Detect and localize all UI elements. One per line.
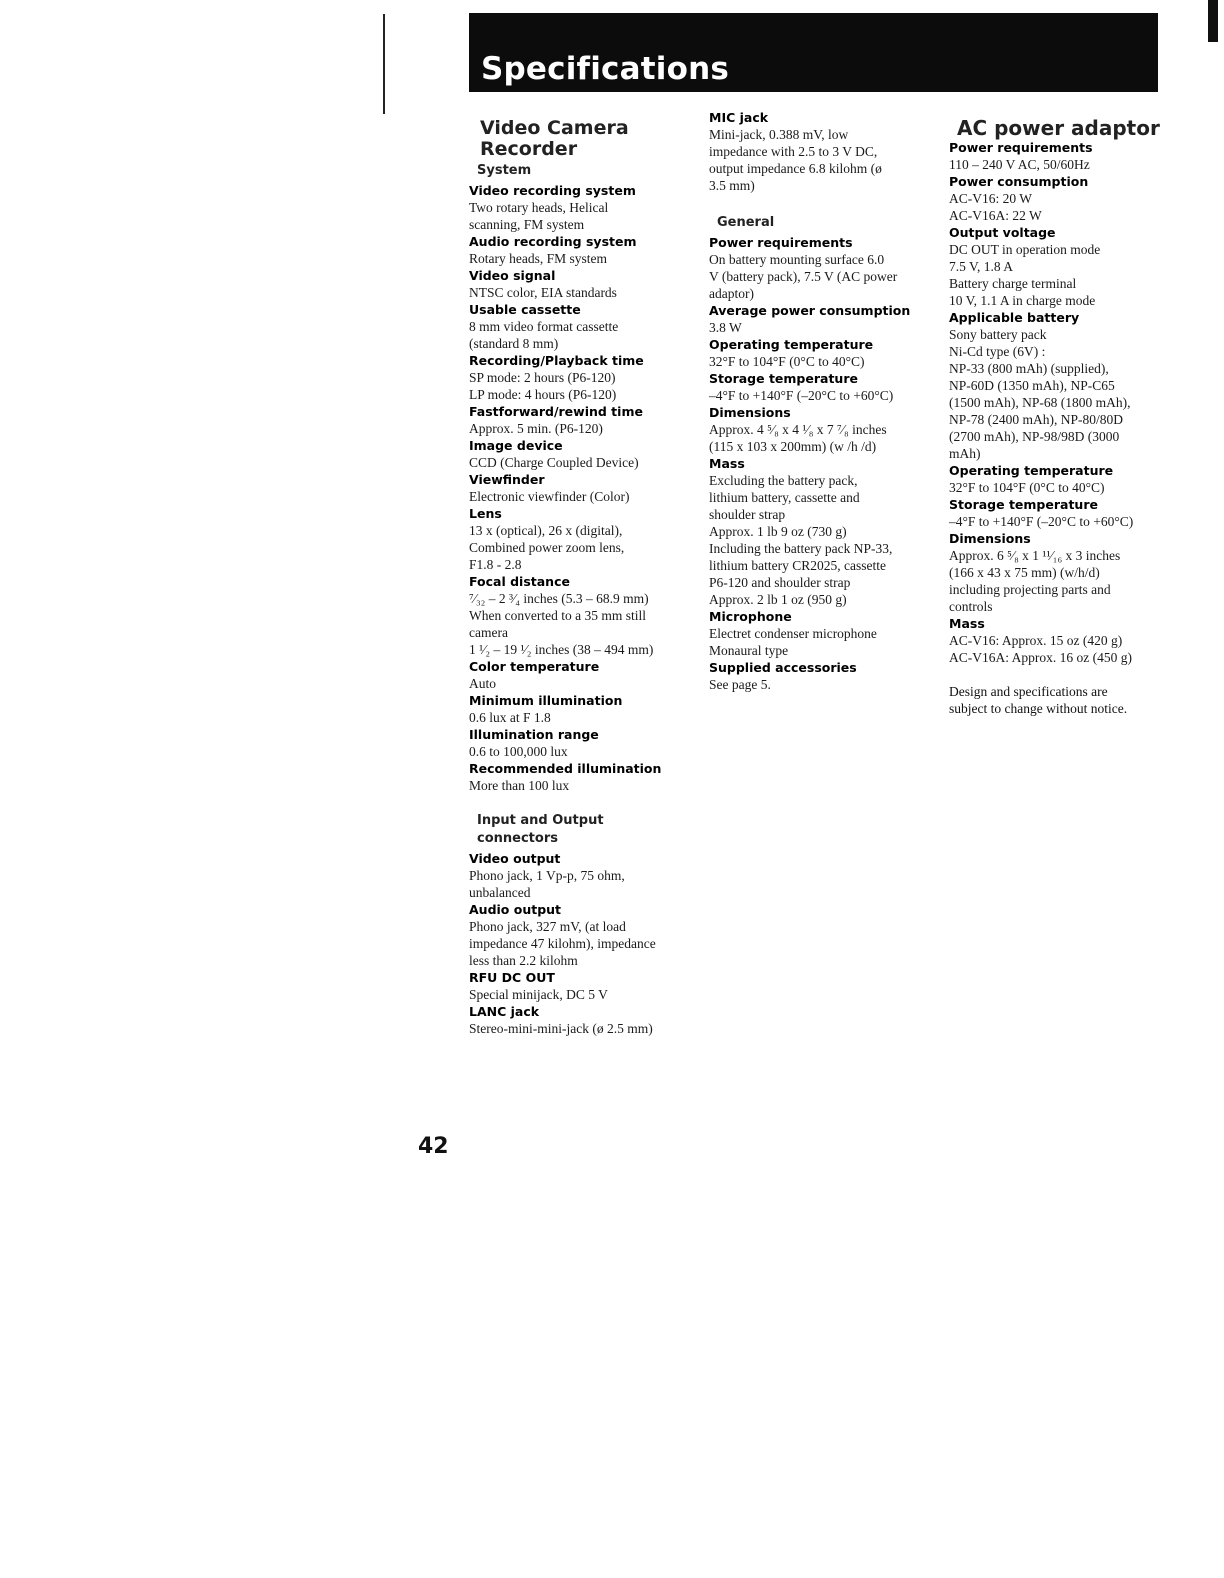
spec-label: Illumination range <box>469 727 599 742</box>
spec-value: Phono jack, 1 Vp-p, 75 ohm, unbalanced <box>469 868 625 900</box>
spec-value: AC-V16: Approx. 15 oz (420 g) AC-V16A: Approx. 16 oz (450 g) <box>949 633 1132 665</box>
spec-value: 3.8 W <box>709 320 742 335</box>
spec-item <box>469 692 694 726</box>
subsection-title: System <box>477 163 532 178</box>
spec-label: Storage temperature <box>709 371 858 386</box>
spec-item <box>469 301 694 352</box>
spec-label: Microphone <box>709 609 792 624</box>
header-banner <box>469 13 1158 92</box>
spec-label: Recording/Playback time <box>469 353 644 368</box>
spec-value: Phono jack, 327 mV, (at load impedance 47 kilohm), impedance less than 2.2 kilohm <box>469 919 656 968</box>
spec-item <box>469 1003 694 1037</box>
spec-value: Rotary heads, FM system <box>469 251 607 266</box>
spec-value: Electret condenser microphone Monaural type <box>709 626 877 658</box>
spec-group <box>469 812 694 1037</box>
spec-value: Approx. 5 min. (P6-120) <box>469 421 603 436</box>
spec-group <box>709 109 934 194</box>
spec-label: Video output <box>469 851 561 866</box>
page-title: Specifications <box>481 51 730 87</box>
spec-item <box>469 658 694 692</box>
spec-value: NTSC color, EIA standards <box>469 285 617 300</box>
spec-value: DC OUT in operation mode 7.5 V, 1.8 A Battery charge terminal 10 V, 1.1 A in charge mode <box>949 242 1101 308</box>
spec-value: 8 mm video format cassette (standard 8 mm) <box>469 319 619 351</box>
spec-label: Operating temperature <box>949 463 1114 478</box>
spec-item <box>709 455 934 608</box>
spec-group <box>469 162 694 794</box>
spec-value: 32°F to 104°F (0°C to 40°C) <box>949 480 1105 495</box>
spec-group <box>709 214 934 693</box>
spec-value: Stereo-mini-mini-jack (ø 2.5 mm) <box>469 1021 653 1036</box>
spec-label: Dimensions <box>709 405 791 420</box>
spec-item <box>949 496 1164 530</box>
spec-value: –4°F to +140°F (–20°C to +60°C) <box>709 388 894 403</box>
spec-item <box>469 726 694 760</box>
spec-label: Audio recording system <box>469 234 637 249</box>
spec-item <box>469 901 694 969</box>
spec-column-1 <box>469 113 694 1037</box>
spec-value: Electronic viewfinder (Color) <box>469 489 630 504</box>
spec-value: Approx. 6 ⁵⁄₈ x 1 ¹¹⁄₁₆ x 3 inches (166 x 43 x 75 mm) (w/h/d) including projecting parts and controls <box>949 548 1121 614</box>
spec-value: Two rotary heads, Helical scanning, FM system <box>469 200 609 232</box>
spec-item <box>709 109 934 194</box>
spec-item <box>709 608 934 659</box>
spec-value: Auto <box>469 676 496 691</box>
spec-value: CCD (Charge Coupled Device) <box>469 455 639 470</box>
spec-item <box>709 336 934 370</box>
spec-item <box>949 462 1164 496</box>
edge-tab-mark <box>1208 0 1218 42</box>
spec-value: More than 100 lux <box>469 778 570 793</box>
spec-item <box>949 173 1164 224</box>
spec-value: Mini-jack, 0.388 mV, low impedance with 2.5 to 3 V DC, output impedance 6.8 kilohm (ø 3.5 mm) <box>709 127 882 193</box>
spec-item <box>709 370 934 404</box>
spec-label: Supplied accessories <box>709 660 857 675</box>
spec-group <box>949 139 1164 666</box>
spec-label: Fastforward/rewind time <box>469 404 643 419</box>
spec-value: 0.6 lux at F 1.8 <box>469 710 551 725</box>
spec-label: LANC jack <box>469 1004 540 1019</box>
spec-value: ⁷⁄₃₂ – 2 ³⁄₄ inches (5.3 – 68.9 mm) When converted to a 35 mm still camera 1 ¹⁄₂ – 19 ¹⁄₂ inches (38 – 494 mm) <box>469 591 654 657</box>
spec-value: 32°F to 104°F (0°C to 40°C) <box>709 354 865 369</box>
spec-item <box>469 850 694 901</box>
spec-label: Mass <box>949 616 985 631</box>
margin-binding-mark <box>383 14 385 114</box>
spec-label: Mass <box>709 456 745 471</box>
spec-item <box>469 969 694 1003</box>
spec-item <box>949 615 1164 666</box>
spec-label: Video recording system <box>469 183 636 198</box>
spec-label: Viewfinder <box>469 472 545 487</box>
spec-item <box>949 224 1164 309</box>
spec-label: Power requirements <box>949 140 1093 155</box>
spec-label: Average power consumption <box>709 303 911 318</box>
spec-value: On battery mounting surface 6.0 V (battery pack), 7.5 V (AC power adaptor) <box>709 252 898 301</box>
spec-value: Excluding the battery pack, lithium battery, cassette and shoulder strap Approx. 1 lb 9 oz (730 g) Including the battery pack NP-33, lithium battery CR2025, cassette P6-120 and shoulder strap Approx. 2 lb 1 oz (950 g) <box>709 473 893 607</box>
section-title: AC power adaptor <box>957 116 1160 140</box>
spec-value: 110 – 240 V AC, 50/60Hz <box>949 157 1090 172</box>
page-number: 42 <box>418 1134 449 1159</box>
spec-item <box>709 404 934 455</box>
spec-label: Focal distance <box>469 574 570 589</box>
spec-item <box>709 659 934 693</box>
spec-item <box>469 267 694 301</box>
spec-item <box>469 573 694 658</box>
spec-label: Power requirements <box>709 235 853 250</box>
spec-label: Minimum illumination <box>469 693 623 708</box>
spec-item <box>469 403 694 437</box>
spec-value: Special minijack, DC 5 V <box>469 987 608 1002</box>
spec-item <box>949 530 1164 615</box>
spec-item <box>469 471 694 505</box>
spec-label: MIC jack <box>709 110 769 125</box>
spec-item <box>469 437 694 471</box>
spec-value: Approx. 4 ⁵⁄₈ x 4 ¹⁄₈ x 7 ⁷⁄₈ inches (115 x 103 x 200mm) (w /h /d) <box>709 422 887 454</box>
spec-value: AC-V16: 20 W AC-V16A: 22 W <box>949 191 1042 223</box>
spec-item <box>709 302 934 336</box>
spec-item <box>469 352 694 403</box>
spec-label: Lens <box>469 506 502 521</box>
spec-column-2 <box>709 109 934 693</box>
spec-item <box>709 234 934 302</box>
spec-label: Power consumption <box>949 174 1089 189</box>
spec-label: Operating temperature <box>709 337 874 352</box>
spec-value: –4°F to +140°F (–20°C to +60°C) <box>949 514 1134 529</box>
spec-item <box>469 182 694 233</box>
spec-value: 13 x (optical), 26 x (digital), Combined power zoom lens, F1.8 - 2.8 <box>469 523 625 572</box>
spec-value: See page 5. <box>709 677 771 692</box>
footnote: Design and specifications are subject to change without notice. <box>949 684 1128 716</box>
subsection-title: Input and Output connectors <box>477 813 604 846</box>
spec-label: Color temperature <box>469 659 600 674</box>
spec-label: Dimensions <box>949 531 1031 546</box>
section-title: Video Camera Recorder <box>480 117 629 160</box>
spec-label: Recommended illumination <box>469 761 662 776</box>
spec-label: Audio output <box>469 902 562 917</box>
spec-item <box>949 139 1164 173</box>
spec-label: Applicable battery <box>949 310 1080 325</box>
spec-item <box>949 309 1164 462</box>
spec-label: Usable cassette <box>469 302 581 317</box>
spec-label: Video signal <box>469 268 556 283</box>
spec-value: 0.6 to 100,000 lux <box>469 744 568 759</box>
spec-label: Output voltage <box>949 225 1056 240</box>
spec-label: Image device <box>469 438 563 453</box>
spec-value: Sony battery pack Ni-Cd type (6V) : NP-33 (800 mAh) (supplied), NP-60D (1350 mAh), NP-C65 (1500 mAh), NP-68 (1800 mAh), NP-78 (2400 mAh), NP-80/80D (2700 mAh), NP-98/98D (3000 mAh) <box>949 327 1131 461</box>
spec-label: Storage temperature <box>949 497 1098 512</box>
spec-item <box>469 760 694 794</box>
spec-item <box>469 233 694 267</box>
spec-value: SP mode: 2 hours (P6-120) LP mode: 4 hours (P6-120) <box>469 370 617 402</box>
spec-item <box>469 505 694 573</box>
subsection-title: General <box>717 215 775 230</box>
spec-label: RFU DC OUT <box>469 970 555 985</box>
spec-column-3 <box>949 113 1164 717</box>
